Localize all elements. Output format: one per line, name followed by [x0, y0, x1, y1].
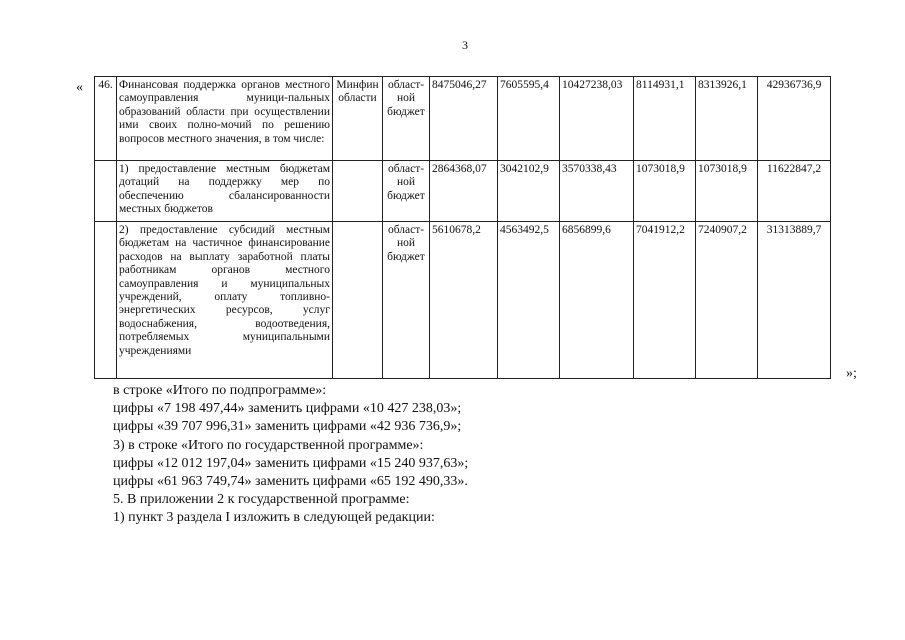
row-total: 31313889,7 [758, 222, 831, 379]
text-line: цифры «7 198 497,44» заменить цифрами «10 427 238,03»; [113, 401, 462, 417]
page-number: 3 [462, 38, 468, 52]
row-number [95, 161, 117, 222]
row-budget: област-ной бюджет [383, 222, 430, 379]
row-budget: област-ной бюджет [383, 161, 430, 222]
row-budget: област-ной бюджет [383, 77, 430, 161]
opening-quote-mark: « [76, 80, 83, 95]
row-value: 7240907,2 [696, 222, 758, 379]
row-number: 46. [95, 77, 117, 161]
row-value: 1073018,9 [634, 161, 696, 222]
row-value: 8475046,27 [430, 77, 498, 161]
text-line: цифры «12 012 197,04» заменить цифрами «15 240 937,63»; [113, 455, 469, 471]
text-line: 1) пункт 3 раздела I изложить в следующей редакции: [113, 510, 435, 526]
text-line: 3) в строке «Итого по государственной программе»: [113, 437, 424, 453]
row-executor [333, 222, 383, 379]
row-description: 1) предоставление местным бюджетам дотаций на поддержку мер по обеспечению сбалансированности местных бюджетов [117, 161, 333, 222]
text-line: цифры «61 963 749,74» заменить цифрами «65 192 490,33». [113, 474, 468, 490]
row-value: 1073018,9 [696, 161, 758, 222]
table-row [95, 77, 831, 161]
row-value: 6856899,6 [560, 222, 634, 379]
row-executor: Минфин области [333, 77, 383, 161]
closing-quote-mark: »; [846, 366, 857, 381]
row-value: 5610678,2 [430, 222, 498, 379]
row-total: 11622847,2 [758, 161, 831, 222]
row-description: 2) предоставление субсидий местным бюджетам на частичное финансирование расходов на выплату заработной платы работникам органов местного самоуправления и муниципальных учреждений, оплату топливно-энергетических ресурсов, услуг водоснабжения, водоотведения, потребляемых муниципальными учреждениями [117, 222, 333, 379]
row-number [95, 222, 117, 379]
amendment-text [113, 382, 468, 528]
row-value: 7605595,4 [498, 77, 560, 161]
row-value: 7041912,2 [634, 222, 696, 379]
row-description: Финансовая поддержка органов местного самоуправления муници-пальных образований области при осуществлении ими своих полно-мочий по решению вопросов местного значения, в том числе: [117, 77, 333, 161]
text-line: 5. В приложении 2 к государственной программе: [113, 492, 410, 508]
row-value: 3042102,9 [498, 161, 560, 222]
budget-table [94, 76, 831, 379]
row-executor [333, 161, 383, 222]
row-value: 10427238,03 [560, 77, 634, 161]
text-line: в строке «Итого по подпрограмме»: [113, 383, 327, 398]
row-value: 8313926,1 [696, 77, 758, 161]
table-row [95, 161, 831, 222]
row-value: 8114931,1 [634, 77, 696, 161]
row-total: 42936736,9 [758, 77, 831, 161]
row-value: 2864368,07 [430, 161, 498, 222]
row-value: 3570338,43 [560, 161, 634, 222]
row-value: 4563492,5 [498, 222, 560, 379]
table-row [95, 222, 831, 379]
text-line: цифры «39 707 996,31» заменить цифрами «42 936 736,9»; [113, 419, 462, 435]
